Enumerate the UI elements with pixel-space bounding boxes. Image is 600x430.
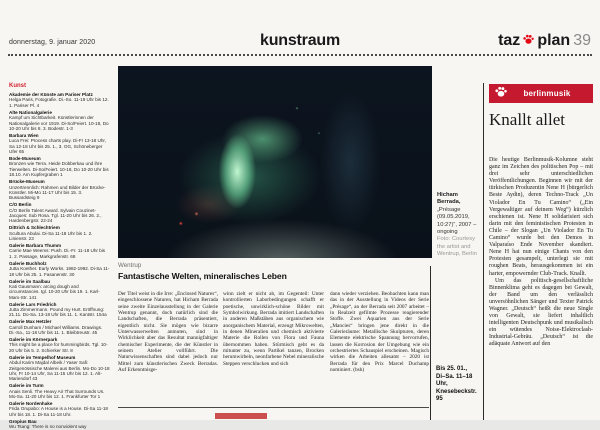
kunst-listing [9,337,110,353]
article-headline: Fantastische Welten, mineralisches Leben [118,271,287,281]
venue-name: Galerie Lars Friedrich [9,301,57,307]
venue-details: Helga Paris, Fotografie. Di.-So. 11-19 Uhr bis 12. 1. Pariser Pl. 4 [9,97,109,108]
venue-details: Kati Gausmann: arcing dough and circumstances. tgl. 10-20 Uhr bis 19. 1. Karl-Marx-Str. 141 [9,283,100,300]
venue-details: Carrie Mae Weems: Push. Di.-Fr. 11-18 Uhr bis 1. 2. Passage, Markgrafenstr. 68 [9,248,106,259]
paw-icon [495,85,507,103]
venue-name: Galerie Max Hetzler [9,319,52,325]
gallery-name-kicker: Wentrup [118,262,142,269]
venue-name: Alte Nationalgalerie [9,109,52,115]
venue-name: Gropius Bau [9,418,37,424]
kunst-listing [9,419,110,430]
page-date: donnerstag, 9. januar 2020 [9,39,96,46]
venue-name: Galerie Buchholz [9,260,47,266]
venue-name: C/O Berlin [9,202,32,208]
venue-name: Galerie im Körnerpark [9,337,58,343]
kunst-listing [9,92,110,108]
kunst-listings-column [9,83,110,430]
kunst-listing [9,202,110,224]
venue-name: Galerie Barbara Thumm [9,243,62,249]
article-column-1: Der Titel weist in die Irre: „Enclosed Natures“, eingeschlossene Naturen, hat Hicham Berrada seine zweite Einzelausstellung in der Galerie Wentrup genannt, doch natürlich sind die Landschaften, die Berrada präsentiert, eigentlich nicht. Sie mögen wie bizarre Unterwasserwelten anmuten, sind in Wirklichkeit aber das Resultat mannigfaltiger chemischer Experimente, die der Künstler in seinem Atelier vollführt. Die Naturwissenschaften sind dabei jedoch nur Mittel zum künstlerischen Zweck Berradas. Auf Erkenntnisge- [118,291,218,374]
venue-name: Galerie im Turm [9,383,44,389]
kunst-listing [9,383,110,399]
info-divider-rule [430,266,431,420]
kunst-listing [9,302,110,318]
music-paragraph: Um das politisch-gesellschaftliche Binnenklima geht es dagegen bei Gewalt, der Band um den verlässlich unversöhnlichen Sänger und Texter Patrick Wagner. „Deutsch“ heißt die neue Single von Gewalt, sie liefert inhaltlich intelligenten Deutschpunk und musikalisch ein wütendes Noise-Elektroclash-Industrial-Gebräu. „Deutsch“ ist die adäquate Antwort auf den [489,277,593,348]
kunst-listing [9,243,110,259]
page-number: 39 [573,32,591,49]
venue-details: Anais Senli. The Heavy Air That Surrounds Us. Mo-Sa. 11-20 Uhr bis 12. 1. Frankfurter Tor 1 [9,388,105,400]
berlinmusik-badge [489,84,593,103]
kunst-listing [9,401,110,417]
artwork-photo [118,66,432,258]
kunst-listing [9,225,110,241]
venue-details: Jutta Koether. Early Works. 1982-1992. Di-Sa 11-18 Uhr bis 25. 1. Fasanenstr. 30 [9,266,110,277]
venue-details: Abdul Karim Majdal Albeik / Yaser Safi: Zeitgenössische Malerei aus Berlin. Mo-Do 10-18 Uhr, Fr 10-14 Uhr, Sa 11-15 Uhr bis 12. 1. Alt-Mariendorf 43 [9,360,110,382]
venue-details: C/O Berlin Talent Award. Sylvain Couzinet-Jacques: Sub Rosa. Tgl. 11-20 Uhr bis 26. 2., Hardenbergstr. 22-24 [9,207,102,224]
music-headline: Knallt allet [489,110,566,129]
article-column-2: winn zielt er nicht ab, im Gegenteil: Unter kontrollierten Laborbedingungen schafft er poetische, unwirklich-schöne Bilder mit Symbolwirkung. Berrada imitiert Landschaften in anderen Maßstäben aus organischem wie anorganischem Material, erzeugt Mikrowelten, in denen Mineralien und chemisch aktivierte Materie die Rollen von Flora und Fauna übernommen haben. Stürmisch geht es da mitunter zu, wenn Partikel tanzen, Brocken herumwirbeln, neonfarbene Nebel mineralische Steppen verschlucken und sich [223,291,324,367]
clipped-red-text-fragment [215,413,267,419]
venue-name: Galerie im Saalbau [9,278,51,284]
kunst-section-header: Kunst [9,83,26,89]
venue-details: Frida Orupabo: A House is a House. Di-Sa 11-18 Uhr bis 18. 1. Di-Sa 11-18 Uhr. [9,406,108,417]
venue-name: Akademie der Künste am Pariser Platz [9,92,93,97]
venue-name: Barbara Wien [9,132,39,138]
venue-name: Dittrich & Schlechtriem [9,225,60,231]
taz-plan-logo [498,32,591,50]
exhibition-info: Bis 25. 01., Di–Sa. 11–18 Uhr, Knesebeckstr. 95 [436,366,477,403]
berlinmusik-label: berlinmusik [523,89,571,98]
venue-name: Galerie im Tempelhof Museum [9,354,76,360]
venue-details: Bronzen wie Terra. Heide Dobberkau und ihre Tierwelten. Di-So/Feiert. 10-18, Do 10-20 Uhr bis 18.10. Am Kupfergraben 1 [9,161,109,178]
column-divider-rule [483,83,484,420]
credit-photographer: Foto: Courtesy the artist and Wentrup, Berlin [437,236,477,258]
kunst-listing [9,133,110,155]
venue-details: Carroll Dunham / Michael Williams. Drawings. Di.-Sa., 11-18 Uhr bis 11. 1. Bleibtreustr. 45 [9,324,103,336]
kunst-listing [9,319,110,335]
kunst-listing [9,279,110,301]
venue-details: Kampf um Sichtbarkeit. Künstlerinnen der Nationalgalerie vor 1919. Di-So/Feiert. 10-18, Do 10-20 Uhr bis 8. 3. Bodestr. 1-3 [9,115,109,131]
kunst-listing [9,156,110,178]
article-bottom-rule [118,407,429,408]
article-column-3: dann wieder verziehen. Beobachten kann man das in der Ausstellung in Videos der Serie „Présage“, an der Berrada seit 2007 arbeitet – in Realzeit gefilmte Prozesse reagierender Stoffe. Zwei Aquarien aus der Serie „Mancies“ bringen jene direkt in die Galerieräume: Metallische Skulpturen, deren Elemente elektrische Spannung hervorrufen, lassen die Korrosion der Umgebung wie ein orchestriertes Schauspiel erscheinen. Magisch wirken die Arbeiten allesamt – 2020 ist Berrada für den Prix Marcel Duchamp nominiert. (bsh) [330,291,429,374]
brand-taz: taz [498,32,521,49]
photo-credit [437,192,478,259]
section-title: kunstraum [260,32,340,49]
venue-details: Jutta Zimmermann. Pound my Hurt. Eröffnung: 21.11. Do-Sa. 13-18 Uhr bis 11. 1. Kantstr. 154a [9,307,107,318]
kunst-list [9,92,110,430]
credit-work-title: „Présage (09.05.2019, 10:27)“, 2007 –ongoing [437,206,477,236]
music-paragraph: Die heutige Berlinmusik-Kolumne steht ganz im Zeichen des politischen Pop – mit drei sehr unterschiedlichen Veröffentlichungen. Beginnen wir mit der türkischen Produzentin Nene H (bürgerlich Beste Aydin), deren Techno-Track „Un Violador En Tu Camino“ („Ein Vergewaltiger auf deinem Weg“) kürzlich erschienen ist. Nene H solidarisiert sich darin mit den feministischen Protesten in Chile – der Slogan „Un Violador En Tu Camino“ wurde bei den Demos in Valparaíso Ende November skandiert. Nene H hat nun einige Chants von den Protesten gesampelt, unterlegt sie mit roughen Beats, herausgekommen ist ein harter, empowernder Club-Track. Knallt. [489,157,593,277]
kunst-listing [9,179,110,201]
venue-details: Luca Frei: Process charts play. Di-Fr 13-18 Uhr, Sa 12-18 Uhr bis 25. 1., 3. OG, Schöneberger Ufer 65 [9,138,106,155]
venue-name: Galerie Nordenhake [9,401,53,407]
kunst-listing [9,355,110,382]
venue-name: Brücke-Museum [9,179,45,185]
music-article-body [489,157,593,420]
credit-artist: Hicham Berrada, [437,192,461,206]
kunst-listing [9,261,110,277]
brand-plan: plan [537,32,571,49]
venue-details: This might be a place for hummingbirds. Tgl. 10-20 Uhr bis 5. 2. Schierker Str. 8 [9,342,108,353]
venue-details: Wu Tsang: There is no nonviolent way [9,424,87,430]
taz-paw-icon [523,32,534,50]
venue-details: Scultura Abulai. Di-Sa 11-18 Uhr bis 1. 2. Linienstr. 23 [9,230,93,242]
kunst-listing [9,110,110,132]
venue-name: Bode-Museum [9,155,41,161]
venue-details: Unzertrennlich: Rahmen und Bilder der Brücke-Künstler. Mi-Mo 11-17 Uhr bis 15. 3. Bussardsteig 9 [9,184,106,201]
header-dotted-rule [8,54,592,56]
